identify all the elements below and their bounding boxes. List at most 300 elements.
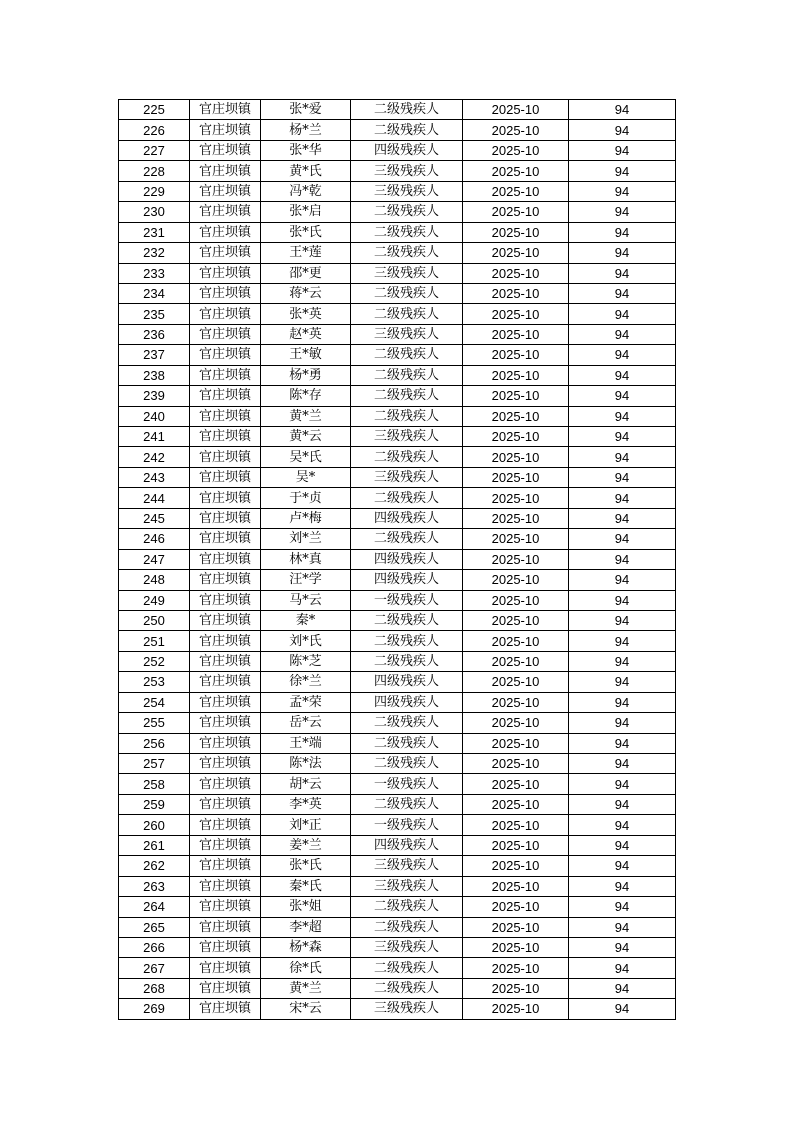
payment-month-cell: 2025-10 [463,917,569,937]
township-cell: 官庄坝镇 [190,365,261,385]
amount-cell: 94 [569,672,676,692]
amount-cell: 94 [569,733,676,753]
amount-cell: 94 [569,570,676,590]
township-cell: 官庄坝镇 [190,508,261,528]
amount-cell: 94 [569,549,676,569]
table-row [119,345,676,365]
person-name-cell: 邵*更 [261,263,351,283]
township-cell: 官庄坝镇 [190,651,261,671]
serial-number-cell: 255 [119,713,190,733]
serial-number-cell: 269 [119,999,190,1019]
person-name-cell: 刘*氏 [261,631,351,651]
person-name-cell: 张*英 [261,304,351,324]
table-row [119,324,676,344]
disability-level-cell: 一级残疾人 [351,590,463,610]
serial-number-cell: 234 [119,283,190,303]
amount-cell: 94 [569,815,676,835]
amount-cell: 94 [569,427,676,447]
table-row [119,100,676,120]
disability-level-cell: 二级残疾人 [351,386,463,406]
payment-month-cell: 2025-10 [463,488,569,508]
payment-month-cell: 2025-10 [463,937,569,957]
amount-cell: 94 [569,835,676,855]
table-row [119,488,676,508]
serial-number-cell: 268 [119,978,190,998]
table-row [119,999,676,1019]
serial-number-cell: 260 [119,815,190,835]
table-row [119,202,676,222]
amount-cell: 94 [569,508,676,528]
payment-month-cell: 2025-10 [463,978,569,998]
serial-number-cell: 227 [119,140,190,160]
table-row [119,835,676,855]
amount-cell: 94 [569,590,676,610]
township-cell: 官庄坝镇 [190,529,261,549]
payment-month-cell: 2025-10 [463,590,569,610]
township-cell: 官庄坝镇 [190,181,261,201]
disability-level-cell: 一级残疾人 [351,774,463,794]
person-name-cell: 秦*氏 [261,876,351,896]
amount-cell: 94 [569,120,676,140]
table-row [119,897,676,917]
township-cell: 官庄坝镇 [190,386,261,406]
township-cell: 官庄坝镇 [190,202,261,222]
amount-cell: 94 [569,610,676,630]
person-name-cell: 胡*云 [261,774,351,794]
payment-month-cell: 2025-10 [463,815,569,835]
township-cell: 官庄坝镇 [190,917,261,937]
serial-number-cell: 230 [119,202,190,222]
amount-cell: 94 [569,713,676,733]
disability-level-cell: 二级残疾人 [351,610,463,630]
serial-number-cell: 265 [119,917,190,937]
serial-number-cell: 258 [119,774,190,794]
amount-cell: 94 [569,406,676,426]
payment-month-cell: 2025-10 [463,345,569,365]
disability-level-cell: 三级残疾人 [351,999,463,1019]
table-row [119,590,676,610]
disability-level-cell: 二级残疾人 [351,222,463,242]
payment-month-cell: 2025-10 [463,631,569,651]
person-name-cell: 吴*氏 [261,447,351,467]
amount-cell: 94 [569,365,676,385]
payment-month-cell: 2025-10 [463,794,569,814]
serial-number-cell: 264 [119,897,190,917]
person-name-cell: 黄*云 [261,427,351,447]
person-name-cell: 刘*正 [261,815,351,835]
table-row [119,937,676,957]
disability-level-cell: 三级残疾人 [351,181,463,201]
amount-cell: 94 [569,324,676,344]
table-row [119,447,676,467]
table-row [119,263,676,283]
amount-cell: 94 [569,202,676,222]
disability-level-cell: 三级残疾人 [351,263,463,283]
payment-month-cell: 2025-10 [463,958,569,978]
person-name-cell: 赵*英 [261,324,351,344]
township-cell: 官庄坝镇 [190,447,261,467]
serial-number-cell: 245 [119,508,190,528]
township-cell: 官庄坝镇 [190,672,261,692]
disability-level-cell: 二级残疾人 [351,529,463,549]
payment-month-cell: 2025-10 [463,263,569,283]
person-name-cell: 刘*兰 [261,529,351,549]
person-name-cell: 张*氏 [261,222,351,242]
amount-cell: 94 [569,999,676,1019]
payment-month-cell: 2025-10 [463,856,569,876]
disability-level-cell: 四级残疾人 [351,549,463,569]
disability-level-cell: 二级残疾人 [351,897,463,917]
serial-number-cell: 237 [119,345,190,365]
person-name-cell: 王*莲 [261,243,351,263]
amount-cell: 94 [569,651,676,671]
table-row [119,610,676,630]
serial-number-cell: 225 [119,100,190,120]
table-row [119,876,676,896]
disability-level-cell: 二级残疾人 [351,794,463,814]
payment-month-cell: 2025-10 [463,304,569,324]
payment-month-cell: 2025-10 [463,222,569,242]
payment-month-cell: 2025-10 [463,324,569,344]
serial-number-cell: 266 [119,937,190,957]
payment-month-cell: 2025-10 [463,549,569,569]
amount-cell: 94 [569,100,676,120]
table-row [119,774,676,794]
disability-level-cell: 二级残疾人 [351,120,463,140]
serial-number-cell: 236 [119,324,190,344]
payment-month-cell: 2025-10 [463,733,569,753]
serial-number-cell: 229 [119,181,190,201]
person-name-cell: 吴* [261,467,351,487]
person-name-cell: 林*真 [261,549,351,569]
serial-number-cell: 251 [119,631,190,651]
township-cell: 官庄坝镇 [190,754,261,774]
township-cell: 官庄坝镇 [190,897,261,917]
township-cell: 官庄坝镇 [190,345,261,365]
table-row [119,161,676,181]
person-name-cell: 张*华 [261,140,351,160]
serial-number-cell: 256 [119,733,190,753]
disability-level-cell: 二级残疾人 [351,978,463,998]
person-name-cell: 李*超 [261,917,351,937]
person-name-cell: 黄*氏 [261,161,351,181]
payment-month-cell: 2025-10 [463,100,569,120]
disability-level-cell: 二级残疾人 [351,958,463,978]
table-row [119,386,676,406]
person-name-cell: 陈*法 [261,754,351,774]
serial-number-cell: 252 [119,651,190,671]
serial-number-cell: 241 [119,427,190,447]
disability-level-cell: 四级残疾人 [351,692,463,712]
serial-number-cell: 247 [119,549,190,569]
person-name-cell: 王*端 [261,733,351,753]
disability-level-cell: 四级残疾人 [351,140,463,160]
table-body [119,100,676,1020]
table-row [119,304,676,324]
disability-level-cell: 二级残疾人 [351,733,463,753]
person-name-cell: 宋*云 [261,999,351,1019]
table-row [119,978,676,998]
amount-cell: 94 [569,856,676,876]
table-row [119,508,676,528]
table-row [119,529,676,549]
payment-month-cell: 2025-10 [463,202,569,222]
serial-number-cell: 233 [119,263,190,283]
disability-level-cell: 二级残疾人 [351,488,463,508]
township-cell: 官庄坝镇 [190,222,261,242]
table-row [119,856,676,876]
disability-level-cell: 二级残疾人 [351,651,463,671]
township-cell: 官庄坝镇 [190,120,261,140]
person-name-cell: 黄*兰 [261,406,351,426]
serial-number-cell: 261 [119,835,190,855]
amount-cell: 94 [569,283,676,303]
payment-month-cell: 2025-10 [463,713,569,733]
person-name-cell: 张*启 [261,202,351,222]
township-cell: 官庄坝镇 [190,937,261,957]
amount-cell: 94 [569,140,676,160]
township-cell: 官庄坝镇 [190,488,261,508]
person-name-cell: 徐*兰 [261,672,351,692]
township-cell: 官庄坝镇 [190,876,261,896]
township-cell: 官庄坝镇 [190,283,261,303]
person-name-cell: 杨*森 [261,937,351,957]
serial-number-cell: 226 [119,120,190,140]
serial-number-cell: 254 [119,692,190,712]
disability-level-cell: 二级残疾人 [351,365,463,385]
disability-level-cell: 四级残疾人 [351,570,463,590]
table-row [119,140,676,160]
person-name-cell: 冯*乾 [261,181,351,201]
disability-level-cell: 三级残疾人 [351,937,463,957]
township-cell: 官庄坝镇 [190,733,261,753]
township-cell: 官庄坝镇 [190,835,261,855]
township-cell: 官庄坝镇 [190,999,261,1019]
serial-number-cell: 250 [119,610,190,630]
amount-cell: 94 [569,488,676,508]
township-cell: 官庄坝镇 [190,100,261,120]
disability-level-cell: 三级残疾人 [351,467,463,487]
table-row [119,365,676,385]
table-row [119,672,676,692]
table-row [119,467,676,487]
serial-number-cell: 249 [119,590,190,610]
payment-month-cell: 2025-10 [463,835,569,855]
amount-cell: 94 [569,222,676,242]
disability-level-cell: 二级残疾人 [351,406,463,426]
amount-cell: 94 [569,794,676,814]
payment-month-cell: 2025-10 [463,120,569,140]
township-cell: 官庄坝镇 [190,815,261,835]
township-cell: 官庄坝镇 [190,161,261,181]
table-row [119,958,676,978]
table-row [119,243,676,263]
disability-level-cell: 三级残疾人 [351,427,463,447]
township-cell: 官庄坝镇 [190,794,261,814]
person-name-cell: 于*贞 [261,488,351,508]
payment-month-cell: 2025-10 [463,876,569,896]
amount-cell: 94 [569,447,676,467]
township-cell: 官庄坝镇 [190,427,261,447]
table-row [119,120,676,140]
serial-number-cell: 244 [119,488,190,508]
payment-month-cell: 2025-10 [463,897,569,917]
disability-level-cell: 三级残疾人 [351,324,463,344]
serial-number-cell: 240 [119,406,190,426]
township-cell: 官庄坝镇 [190,140,261,160]
payment-month-cell: 2025-10 [463,999,569,1019]
payment-month-cell: 2025-10 [463,651,569,671]
serial-number-cell: 243 [119,467,190,487]
township-cell: 官庄坝镇 [190,324,261,344]
disability-level-cell: 二级残疾人 [351,447,463,467]
payment-month-cell: 2025-10 [463,365,569,385]
person-name-cell: 姜*兰 [261,835,351,855]
township-cell: 官庄坝镇 [190,713,261,733]
disability-level-cell: 三级残疾人 [351,161,463,181]
person-name-cell: 蒋*云 [261,283,351,303]
table-row [119,549,676,569]
person-name-cell: 杨*勇 [261,365,351,385]
person-name-cell: 杨*兰 [261,120,351,140]
amount-cell: 94 [569,345,676,365]
township-cell: 官庄坝镇 [190,958,261,978]
payment-month-cell: 2025-10 [463,529,569,549]
disability-level-cell: 三级残疾人 [351,876,463,896]
serial-number-cell: 242 [119,447,190,467]
amount-cell: 94 [569,161,676,181]
payment-month-cell: 2025-10 [463,181,569,201]
disability-level-cell: 四级残疾人 [351,508,463,528]
person-name-cell: 李*英 [261,794,351,814]
township-cell: 官庄坝镇 [190,590,261,610]
table-row [119,631,676,651]
table-row [119,181,676,201]
amount-cell: 94 [569,958,676,978]
amount-cell: 94 [569,304,676,324]
serial-number-cell: 263 [119,876,190,896]
township-cell: 官庄坝镇 [190,570,261,590]
serial-number-cell: 228 [119,161,190,181]
payment-month-cell: 2025-10 [463,610,569,630]
amount-cell: 94 [569,181,676,201]
disability-level-cell: 一级残疾人 [351,815,463,835]
township-cell: 官庄坝镇 [190,467,261,487]
amount-cell: 94 [569,774,676,794]
amount-cell: 94 [569,631,676,651]
disability-level-cell: 四级残疾人 [351,672,463,692]
township-cell: 官庄坝镇 [190,406,261,426]
serial-number-cell: 257 [119,754,190,774]
payment-month-cell: 2025-10 [463,283,569,303]
serial-number-cell: 248 [119,570,190,590]
payment-month-cell: 2025-10 [463,140,569,160]
payment-month-cell: 2025-10 [463,406,569,426]
serial-number-cell: 238 [119,365,190,385]
serial-number-cell: 262 [119,856,190,876]
amount-cell: 94 [569,754,676,774]
township-cell: 官庄坝镇 [190,263,261,283]
payment-month-cell: 2025-10 [463,467,569,487]
serial-number-cell: 231 [119,222,190,242]
payment-month-cell: 2025-10 [463,570,569,590]
person-name-cell: 岳*云 [261,713,351,733]
disability-level-cell: 二级残疾人 [351,345,463,365]
payment-month-cell: 2025-10 [463,427,569,447]
amount-cell: 94 [569,386,676,406]
amount-cell: 94 [569,467,676,487]
person-name-cell: 汪*学 [261,570,351,590]
person-name-cell: 张*姐 [261,897,351,917]
disability-level-cell: 二级残疾人 [351,304,463,324]
person-name-cell: 王*敏 [261,345,351,365]
person-name-cell: 徐*氏 [261,958,351,978]
disability-level-cell: 二级残疾人 [351,100,463,120]
table-row [119,917,676,937]
person-name-cell: 张*爱 [261,100,351,120]
table-row [119,406,676,426]
disability-level-cell: 二级残疾人 [351,283,463,303]
amount-cell: 94 [569,529,676,549]
person-name-cell: 孟*荣 [261,692,351,712]
payment-month-cell: 2025-10 [463,692,569,712]
table-row [119,283,676,303]
amount-cell: 94 [569,897,676,917]
township-cell: 官庄坝镇 [190,631,261,651]
amount-cell: 94 [569,876,676,896]
amount-cell: 94 [569,243,676,263]
disability-level-cell: 二级残疾人 [351,754,463,774]
serial-number-cell: 239 [119,386,190,406]
disability-level-cell: 二级残疾人 [351,202,463,222]
table-row [119,754,676,774]
payment-month-cell: 2025-10 [463,672,569,692]
amount-cell: 94 [569,978,676,998]
table-row [119,815,676,835]
person-name-cell: 黄*兰 [261,978,351,998]
serial-number-cell: 232 [119,243,190,263]
disability-level-cell: 二级残疾人 [351,243,463,263]
disability-subsidy-table [118,99,676,1020]
township-cell: 官庄坝镇 [190,692,261,712]
table-row [119,692,676,712]
township-cell: 官庄坝镇 [190,978,261,998]
table-row [119,651,676,671]
payment-month-cell: 2025-10 [463,774,569,794]
disability-level-cell: 二级残疾人 [351,631,463,651]
amount-cell: 94 [569,937,676,957]
township-cell: 官庄坝镇 [190,243,261,263]
township-cell: 官庄坝镇 [190,774,261,794]
person-name-cell: 秦* [261,610,351,630]
payment-month-cell: 2025-10 [463,447,569,467]
disability-level-cell: 二级残疾人 [351,713,463,733]
table-row [119,713,676,733]
table-row [119,733,676,753]
serial-number-cell: 253 [119,672,190,692]
table-row [119,427,676,447]
amount-cell: 94 [569,263,676,283]
person-name-cell: 卢*梅 [261,508,351,528]
serial-number-cell: 267 [119,958,190,978]
payment-month-cell: 2025-10 [463,161,569,181]
amount-cell: 94 [569,692,676,712]
disability-level-cell: 二级残疾人 [351,917,463,937]
payment-month-cell: 2025-10 [463,243,569,263]
person-name-cell: 张*氏 [261,856,351,876]
table-row [119,222,676,242]
payment-month-cell: 2025-10 [463,508,569,528]
